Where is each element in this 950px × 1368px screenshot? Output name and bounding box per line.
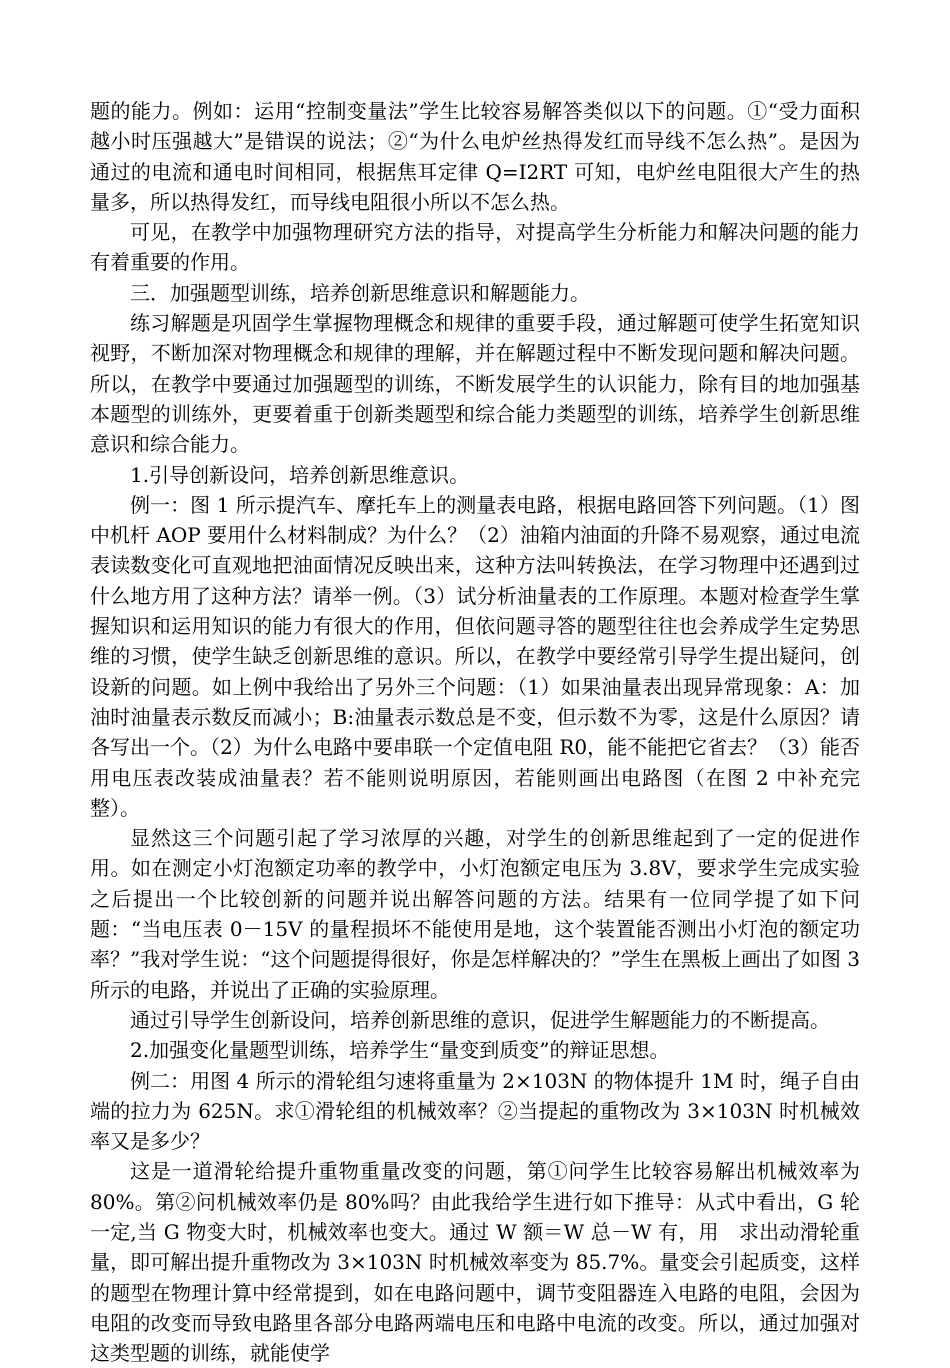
subsection-heading: 1.引导创新设问，培养创新思维意识。: [130, 462, 470, 487]
paragraph: 题的能力。例如：运用“控制变量法”学生比较容易解答类似以下的问题。①“受力面积越小时压强越大”是错误的说法；②“为什么电炉丝热得发红而导线不怎么热”。是因为通过的电流和通电时间相同，根据焦耳定律 Q=I2RT 可知，电炉丝电阻很大产生的热量多，所以热得发红，而导线电阻很小所以不怎么热。: [90, 99, 860, 214]
paragraph: 练习解题是巩固学生掌握物理概念和规律的重要手段，通过解题可使学生拓宽知识视野，不断加深对物理概念和规律的理解，并在解题过程中不断发现问题和解决问题。所以，在教学中要通过加强题型的训练，不断发展学生的认识能力，除有目的地加强基本题型的训练外，更要着重于创新类题型和综合能力类题型的训练，培养学生创新思维意识和综合能力。: [90, 311, 860, 457]
document-page: [90, 96, 860, 1368]
paragraph: 可见，在教学中加强物理研究方法的指导，对提高学生分析能力和解决问题的能力有着重要的作用。: [90, 220, 860, 275]
subsection-heading: 2.加强变化量题型训练，培养学生“量变到质变”的辩证思想。: [130, 1038, 670, 1063]
paragraph: 例一：图 1 所示提汽车、摩托车上的测量表电路，根据电路回答下列问题。（1）图中机杆 AOP 要用什么材料制成？为什么？（2）油箱内油面的升降不易观察，通过电流表读数变化可直观地把油面情况反映出来，这种方法叫转换法，在学习物理中还遇到过什么地方用了这种方法？请举一例。（3）试分析油量表的工作原理。本题对检查学生掌握知识和运用知识的能力有很大的作用，但依问题寻答的题型往往也会养成学生定势思维的习惯，使学生缺乏创新思维的意识。所以，在教学中要经常引导学生提出疑问，创设新的问题。如上例中我给出了另外三个问题：（1）如果油量表出现异常现象：A：加油时油量表示数反而减小；B:油量表示数总是不变，但示数不为零，这是什么原因？请各写出一个。（2）为什么电路中要串联一个定值电阻 R0，能不能把它省去？（3）能否用电压表改装成油量表？若不能则说明原因，若能则画出电路图（在图 2 中补充完整）。: [90, 492, 860, 820]
paragraph: 显然这三个问题引起了学习浓厚的兴趣，对学生的创新思维起到了一定的促进作用。如在测定小灯泡额定功率的教学中，小灯泡额定电压为 3.8V，要求学生完成实验之后提出一个比较创新的问题并说出解答问题的方法。结果有一位同学提了如下问题：“当电压表 0－15V 的量程损坏不能使用是地，这个装置能否测出小灯泡的额定功率？”我对学生说：“这个问题提得很好，你是怎样解决的？”学生在黑板上画出了如图 3 所示的电路，并说出了正确的实验原理。: [90, 826, 860, 1002]
section-heading: 三．加强题型训练，培养创新思维意识和解题能力。: [130, 280, 590, 305]
paragraph: 这是一道滑轮给提升重物重量改变的问题，第①问学生比较容易解出机械效率为 80%。第②问机械效率仍是 80%吗？由此我给学生进行如下推导：从式中看出，G 轮一定,当 G 物变大时，机械效率也变大。通过 W 额＝W 总－W 有，用 求出动滑轮重量，即可解出提升重物改为 3×103N 时机械效率变为 85.7%。量变会引起质变，这样的题型在物理计算中经常提到，如在电路问题中，调节变阻器连入电路的电阻，会因为电阻的改变而导致电路里各部分电路两端电压和电路中电流的改变。所以，通过加强对这类型题的训练，就能使学: [90, 1159, 860, 1366]
paragraph: 通过引导学生创新设问，培养创新思维的意识，促进学生解题能力的不断提高。: [130, 1007, 830, 1032]
paragraph: 例二：用图 4 所示的滑轮组匀速将重量为 2×103N 的物体提升 1M 时，绳子自由端的拉力为 625N。求①滑轮组的机械效率？②当提起的重物改为 3×103N 时机械效率又是多少？: [90, 1068, 860, 1154]
